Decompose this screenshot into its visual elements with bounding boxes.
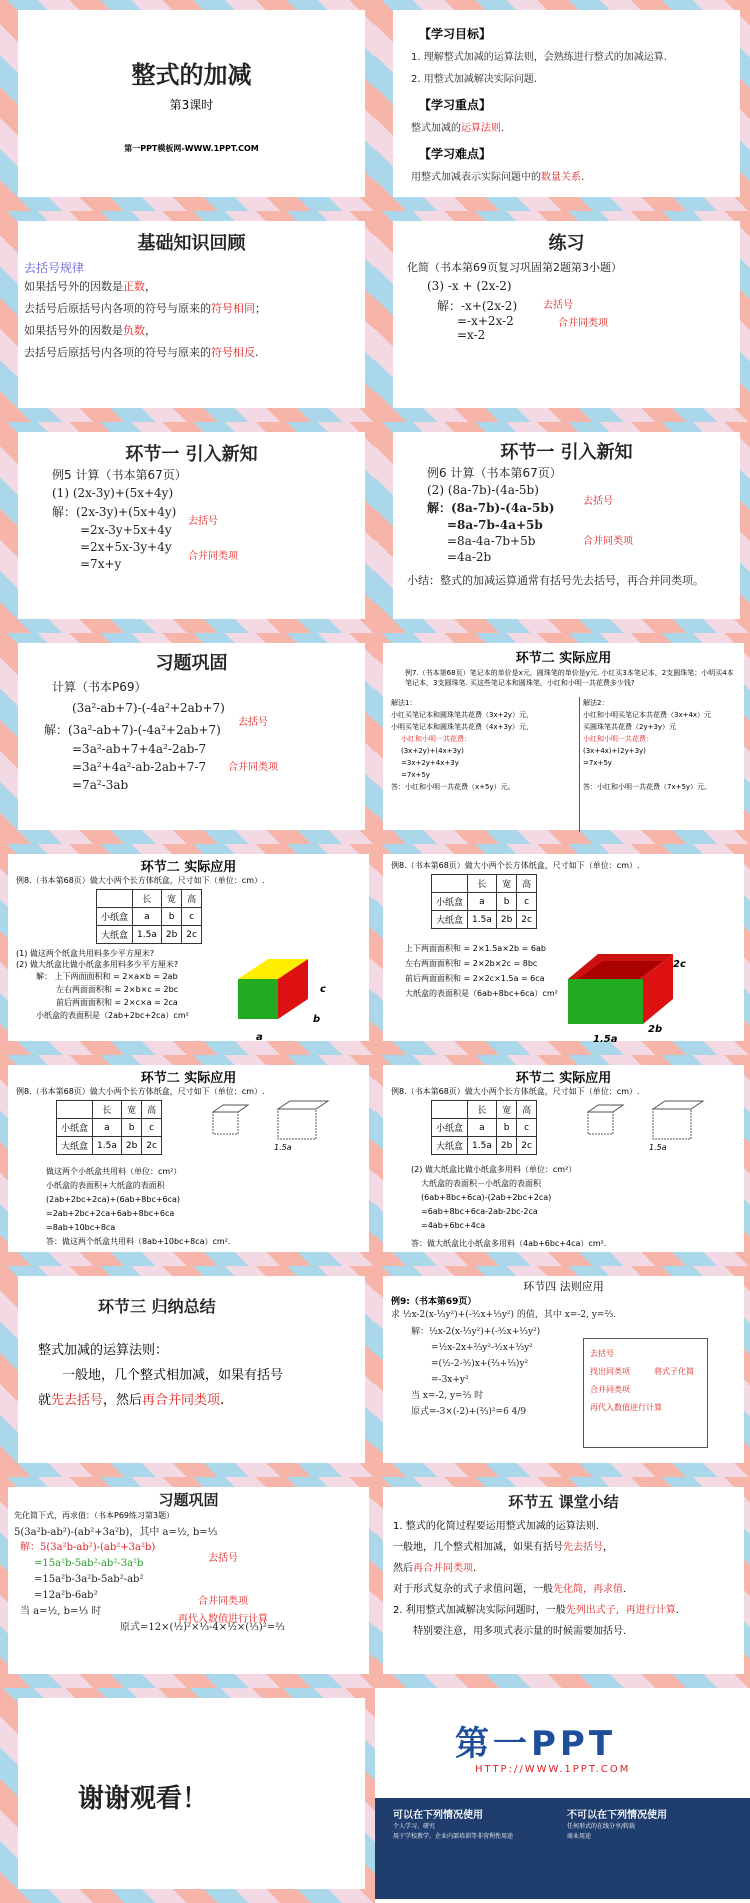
annotation-combine: 合并同类项 — [228, 762, 278, 773]
slide-card — [8, 854, 369, 1041]
summary — [393, 1516, 734, 1642]
expr-2: 解：-x+(2x-2) — [437, 299, 518, 313]
slide-2[interactable] — [375, 0, 750, 211]
annotation-remove-brackets: 去括号 — [208, 1553, 238, 1564]
solution-line: 大纸盒的表面积－小纸盒的表面积 — [421, 1179, 541, 1188]
annotation-remove-brackets: 去括号 — [543, 300, 573, 311]
table-cell: 大纸盒 — [432, 911, 468, 929]
table-header — [57, 1101, 93, 1119]
table-header: 宽 — [121, 1101, 141, 1119]
table-cell: b — [121, 1119, 141, 1137]
table-cell: 小纸盒 — [432, 1119, 468, 1137]
method-2-line: =7x+5y — [583, 759, 612, 767]
expr-3: =2x-3y+5x+4y — [80, 523, 172, 537]
slide-card — [383, 1065, 744, 1252]
method-2-line: 买圆珠笔共花费（2y+3y）元 — [583, 723, 677, 731]
annotation-remove-brackets: 去括号 — [188, 516, 218, 527]
solution-line: (6ab+8bc+6ca)-(2ab+2bc+2ca) — [421, 1193, 552, 1202]
slide-3[interactable] — [0, 211, 375, 422]
annotation-combine: 合并同类项 — [188, 551, 238, 562]
expr-3: =3a²-ab+7+4a²-2ab-7 — [72, 742, 207, 756]
table-header: 长 — [133, 890, 162, 908]
rule-3: 如果括号外的因数是负数， — [24, 324, 156, 337]
slide-8[interactable] — [375, 633, 750, 844]
method-1-line: 小红买笔记本和圆珠笔共花费（3x+2y）元， — [391, 711, 534, 719]
solution-line: 当 x=-2, y=⅔ 时 — [411, 1391, 484, 1401]
label-b: b — [313, 1014, 321, 1025]
solution-line: =2ab+2bc+2ca+6ab+8bc+6ca — [46, 1209, 175, 1218]
solution-line: 前后两面面积和 = 2×2c×1.5a = 6ca — [405, 974, 545, 983]
slide-title: 基础知识回顾 — [137, 233, 246, 254]
box-outlines — [583, 1097, 723, 1142]
table-cell: 2b — [496, 1137, 516, 1155]
slide-title: 环节二 实际应用 — [515, 651, 612, 666]
summary-line: 对于形式复杂的式子求值问题，一般先化简，再求值. — [393, 1584, 627, 1595]
box-outlines — [208, 1097, 348, 1142]
heading-goal: 【学习目标】 — [419, 27, 492, 41]
table-cell: b — [161, 908, 181, 926]
summary: 小结：整式的加减运算通常有括号先去括号，再合并同类项。 — [407, 574, 704, 587]
slide-16[interactable] — [375, 1477, 750, 1688]
slide-card — [18, 221, 365, 408]
table-cell: 2b — [121, 1137, 141, 1155]
summary-line: 2. 利用整式加减解决实际问题时，一般先列出式子，再进行计算. — [393, 1605, 679, 1616]
method-2-line: 小红和小明一共花费： — [583, 735, 653, 743]
rule-2: 去括号后原括号内各项的符号与原来的符号相同； — [24, 302, 266, 315]
step: 将式子化简 — [654, 1367, 694, 1376]
slide-title: 环节四 法则应用 — [523, 1280, 604, 1293]
slide-10[interactable] — [375, 844, 750, 1055]
solution-line: 左右两面面积和 = 2×2b×2c = 8bc — [405, 959, 538, 968]
goal-1: 1. 理解整式加减的运算法则，会熟练进行整式的加减运算. — [411, 52, 667, 63]
slide-9[interactable] — [0, 844, 375, 1055]
brand-url: HTTP://WWW.1PPT.COM — [475, 1764, 631, 1775]
table-header: 高 — [182, 890, 202, 908]
slide-11[interactable] — [0, 1055, 375, 1266]
forbidden-item: 任何形式的在线分享/转载 — [567, 1823, 636, 1830]
table-header: 长 — [468, 875, 497, 893]
allowed-item: 个人学习、研究 — [393, 1823, 436, 1830]
method-1-answer: 答：小红和小明一共花费（x+5y）元。 — [391, 783, 515, 791]
slide-15[interactable] — [0, 1477, 375, 1688]
table-cell: 2b — [161, 926, 181, 944]
slide-card — [18, 432, 365, 619]
table-cell: a — [133, 908, 162, 926]
slide-17[interactable] — [0, 1688, 375, 1903]
expr-2: 解：(8a-7b)-(4a-5b) — [427, 501, 555, 515]
info-panel — [375, 1798, 750, 1899]
table-header: 长 — [468, 1101, 497, 1119]
rule-1: 如果括号外的因数是正数， — [24, 280, 156, 293]
slide-card — [393, 221, 740, 408]
slide-card — [393, 10, 740, 197]
expr-4: =x-2 — [457, 328, 486, 342]
annotation-remove-brackets: 去括号 — [583, 496, 613, 507]
question-expr: 5(3a²b-ab²)-(ab²+3a²b)，其中 a=½, b=⅓ — [14, 1527, 218, 1538]
solution-line: =6ab+8bc+6ca-2ab-2bc-2ca — [421, 1207, 538, 1216]
summary-line: 一般地，几个整式相加减，如果有括号先去括号， — [393, 1542, 613, 1553]
forbidden-heading: 不可以在下列情况使用 — [567, 1810, 667, 1821]
slide-title: 环节二 实际应用 — [140, 860, 237, 875]
rule-4: 去括号后原括号内各项的符号与原来的符号相反. — [24, 346, 259, 359]
expr-4: =3a²+4a²-ab-2ab+7-7 — [72, 760, 207, 774]
expr-1: (3a²-ab+7)-(-4a²+2ab+7) — [72, 701, 225, 715]
expr-2: 解：(3a²-ab+7)-(-4a²+2ab+7) — [44, 723, 221, 737]
expr-4: =8a-4a-7b+5b — [447, 534, 536, 548]
dimension-table — [431, 1100, 537, 1155]
summary-line: 特别要注意，用多项式表示量的时候需要加括号. — [413, 1626, 627, 1637]
table-header — [432, 1101, 468, 1119]
slide-title: 环节一 引入新知 — [125, 444, 258, 465]
forbidden-item: 商业用途 — [567, 1833, 592, 1840]
annotation-combine: 合并同类项 — [583, 536, 633, 547]
slide-title: 环节三 归纳总结 — [98, 1297, 216, 1316]
slide-7[interactable] — [0, 633, 375, 844]
slide-card — [383, 643, 744, 830]
solution-line: 大纸盒的表面积是（6ab+8bc+6ca）cm² — [405, 989, 558, 998]
solution-line: 当 a=½, b=⅓ 时 — [20, 1606, 102, 1617]
table-cell: 大纸盒 — [97, 926, 133, 944]
table-header: 宽 — [161, 890, 181, 908]
solution-line: 解：½x-2(x-⅓y²)+(-³⁄₂x+⅓y²) — [411, 1327, 541, 1337]
method-1-line: =3x+2y+4x+3y — [401, 759, 459, 767]
subtitle: 去括号规律 — [24, 261, 85, 275]
label-c: c — [320, 984, 326, 995]
solution-line: =8ab+10bc+8ca — [46, 1223, 116, 1232]
slide-card — [383, 1276, 744, 1463]
slide-14[interactable] — [375, 1266, 750, 1477]
step: 去括号 — [590, 1349, 614, 1358]
table-header: 高 — [517, 1101, 537, 1119]
slide-subtitle: 第3课时 — [169, 98, 214, 112]
method-2-line: 小红和小明买笔记本共花费（3x+4x）元 — [583, 711, 712, 719]
table-cell: 1.5a — [468, 1137, 497, 1155]
slide-title: 环节二 实际应用 — [140, 1071, 237, 1086]
question: 例5 计算（书本第67页） — [52, 468, 187, 482]
table-header: 高 — [517, 875, 537, 893]
slide-5[interactable] — [0, 422, 375, 633]
table-cell: 2c — [142, 1137, 162, 1155]
table-cell: 大纸盒 — [432, 1137, 468, 1155]
dimension-table — [96, 889, 202, 944]
solution-line: 做这两个小纸盒共用料（单位：cm²） — [46, 1167, 182, 1176]
expr-3: =-x+2x-2 — [457, 314, 514, 328]
solution-line: 原式=12×(½)²×⅓-4×½×(⅓)²=⅔ — [120, 1622, 285, 1633]
solution-line: 前后两面面积和 = 2×c×a = 2ca — [56, 998, 178, 1007]
thanks: 谢谢观看！ — [78, 1784, 209, 1814]
slide-1[interactable] — [0, 0, 375, 211]
slide-card — [8, 1487, 369, 1674]
slide-6[interactable] — [375, 422, 750, 633]
slide-card — [18, 1276, 365, 1463]
slide-title: 环节五 课堂小结 — [508, 1493, 619, 1511]
method-2 — [583, 697, 743, 793]
table-cell: c — [182, 908, 202, 926]
table-cell: c — [517, 893, 537, 911]
table-cell: b — [496, 893, 516, 911]
allowed-list — [393, 1822, 553, 1842]
table-cell: a — [468, 893, 497, 911]
brand-logo: 第一PPT — [455, 1724, 617, 1764]
table-cell: 1.5a — [93, 1137, 122, 1155]
label-1-5a: 1.5a — [593, 1034, 618, 1045]
difficulty: 用整式加减表示实际问题中的数量关系. — [411, 172, 585, 183]
solution-line: =(½-2-³⁄₂)x+(⅔+⅓)y² — [431, 1359, 529, 1369]
heading-difficulty: 【学习难点】 — [419, 147, 492, 161]
slide-title: 环节二 实际应用 — [515, 1071, 612, 1086]
table-header: 宽 — [496, 1101, 516, 1119]
label-1-5a: 1.5a — [649, 1143, 667, 1152]
solution-line: 小纸盒的表面积是（2ab+2bc+2ca）cm² — [36, 1011, 189, 1020]
method-2-answer: 答：小红和小明一共花费（7x+5y）元。 — [583, 783, 712, 791]
question-expr: 求 ½x-2(x-⅓y²)+(-³⁄₂x+⅓y²) 的值，其中 x=-2, y=⅔. — [391, 1310, 617, 1320]
table-cell: 小纸盒 — [432, 893, 468, 911]
method-1-line: (3x+2y)+(4x+3y) — [401, 747, 464, 755]
label-2c: 2c — [673, 959, 686, 970]
annotation-combine: 合并同类项 — [198, 1596, 248, 1607]
table-cell: 2c — [517, 1137, 537, 1155]
heading-key: 【学习重点】 — [419, 98, 492, 112]
part-2: (2) 做大纸盒比做小纸盒多用料多少平方厘米? — [16, 960, 179, 969]
slide-footer: 第一PPT模板网-WWW.1PPT.COM — [124, 144, 259, 153]
slide-card — [393, 432, 740, 619]
allowed-item: 用于学校教学、企业内部培训等非营利性用途 — [393, 1833, 514, 1840]
rule-text: 一般地，几个整式相加减，如果有括号 — [62, 1368, 284, 1383]
solution-line: 上下两面面积和 = 2×1.5a×2b = 6ab — [405, 944, 546, 953]
expr-3: =8a-7b-4a+5b — [447, 518, 543, 532]
slide-title: 习题巩固 — [155, 653, 228, 674]
allowed-heading: 可以在下列情况使用 — [393, 1810, 483, 1821]
solution-line: =½x-2x+⅔y²-³⁄₂x+⅓y² — [431, 1343, 533, 1353]
summary-line: 然后再合并同类项. — [393, 1563, 477, 1574]
rule-text-2: 就先去括号，然后再合并同类项. — [38, 1393, 225, 1408]
table-cell: a — [468, 1119, 497, 1137]
slide-12[interactable] — [375, 1055, 750, 1266]
slide-title: 练习 — [548, 233, 585, 254]
table-cell: a — [93, 1119, 122, 1137]
method-1 — [391, 697, 581, 793]
step: 找出同类项 — [590, 1367, 630, 1376]
question: 例7.（书本第68页）笔记本的单价是x元，圆珠笔的单价是y元. 小红买3本笔记本，2支圆珠笔；小明买4本笔记本，3支圆珠笔. 买这些笔记本和圆珠笔，小红和小明一共花费多少钱? — [405, 669, 734, 687]
steps-box — [583, 1338, 708, 1448]
step: 再代入数值进行计算 — [590, 1403, 662, 1412]
large-box-figure — [563, 939, 683, 1034]
solution-line: 解： 上下两面面积和 = 2×a×b = 2ab — [36, 972, 178, 981]
table-cell: 2c — [517, 911, 537, 929]
expr-4: =2x+5x-3y+4y — [80, 540, 172, 554]
solution-line: =15a²b-5ab²-ab²-3a²b — [34, 1558, 144, 1569]
annotation-combine: 合并同类项 — [558, 318, 608, 329]
expr-1: (3) -x + (2x-2) — [427, 279, 512, 293]
question: 化简（书本第69页复习巩固第2题第3小题） — [407, 261, 622, 274]
slide-4[interactable] — [375, 211, 750, 422]
method-1-label: 解法1： — [391, 699, 417, 707]
question: 例8.（书本第68页）做大小两个长方体纸盒，尺寸如下（单位：cm）. — [391, 1087, 640, 1096]
table-cell: b — [496, 1119, 516, 1137]
question: 例9:（书本第69页） — [391, 1297, 477, 1307]
expr-2: 解：(2x-3y)+(5x+4y) — [52, 505, 177, 519]
forbidden-list — [567, 1822, 737, 1842]
table-header: 长 — [93, 1101, 122, 1119]
expr-1: (1) (2x-3y)+(5x+4y) — [52, 486, 174, 500]
table-cell: 小纸盒 — [57, 1119, 93, 1137]
question: 计算（书本P69） — [52, 680, 147, 694]
annotation-substitute: 再代入数值进行计算 — [178, 1614, 268, 1625]
solution-answer: 答：做大纸盒比小纸盒多用料（4ab+6bc+4ca）cm². — [411, 1239, 607, 1248]
table-cell: 1.5a — [133, 926, 162, 944]
question: 例8.（书本第68页）做大小两个长方体纸盒，尺寸如下（单位：cm）. — [16, 1087, 265, 1096]
question: 先化简下式，再求值：（书本P69练习第3题） — [14, 1511, 175, 1520]
solution-line: (2ab+2bc+2ca)+(6ab+8bc+6ca) — [46, 1195, 181, 1204]
table-cell: 2b — [496, 911, 516, 929]
table-cell: c — [517, 1119, 537, 1137]
part-1: (1) 做这两个纸盒共用料多少平方厘米? — [16, 949, 155, 958]
table-header — [97, 890, 133, 908]
table-cell: 大纸盒 — [57, 1137, 93, 1155]
dimension-table — [431, 874, 537, 929]
method-2-label: 解法2： — [583, 699, 609, 707]
expr-1: (2) (8a-7b)-(4a-5b) — [427, 483, 539, 497]
solution — [46, 1165, 361, 1249]
summary-line: 1. 整式的化简过程要运用整式加减的运算法则. — [393, 1521, 599, 1532]
method-1-line: 小明买笔记本和圆珠笔共花费（4x+3y）元， — [391, 723, 534, 731]
slide-card — [8, 1065, 369, 1252]
slide-18[interactable] — [375, 1688, 750, 1903]
question: 例8.（书本第68页）做大小两个长方体纸盒，尺寸如下（单位：cm）. — [16, 876, 265, 885]
slide-card — [18, 1698, 365, 1889]
slide-title: 习题巩固 — [158, 1491, 219, 1509]
table-cell: 小纸盒 — [97, 908, 133, 926]
table-header: 高 — [142, 1101, 162, 1119]
slide-card — [383, 1487, 744, 1674]
table-header — [432, 875, 468, 893]
table-header: 宽 — [496, 875, 516, 893]
solution-answer: 答：做这两个纸盒共用料（8ab+10bc+8ca）cm². — [46, 1237, 231, 1246]
label-2b: 2b — [648, 1024, 663, 1035]
key-point: 整式加减的运算法则. — [411, 123, 505, 134]
goal-2: 2. 用整式加减解决实际问题. — [411, 74, 537, 85]
rule-heading: 整式加减的运算法则： — [38, 1343, 169, 1358]
divider — [579, 697, 580, 832]
slide-card — [18, 10, 365, 197]
expr-5: =4a-2b — [447, 550, 492, 564]
expr-5: =7a²-3ab — [72, 778, 129, 792]
solution-line: 左右两面面积和 = 2×b×c = 2bc — [56, 985, 179, 994]
solution-line: =15a²b-3a²b-5ab²-ab² — [34, 1574, 144, 1585]
method-2-line: (3x+4x)+(2y+3y) — [583, 747, 646, 755]
solution-line: 原式=-3×(-2)+(⅔)²=6 4/9 — [411, 1407, 527, 1417]
slide-title: 环节一 引入新知 — [500, 442, 633, 463]
solution-line: (2) 做大纸盒比做小纸盒多用料（单位：cm²） — [411, 1165, 577, 1174]
table-cell: 1.5a — [468, 911, 497, 929]
question: 例6 计算（书本第67页） — [427, 466, 562, 480]
label-a: a — [256, 1032, 263, 1043]
table-cell: 2c — [182, 926, 202, 944]
solution-line: 小纸盒的表面积+大纸盒的表面积 — [46, 1181, 165, 1190]
slide-13[interactable] — [0, 1266, 375, 1477]
expr-5: =7x+y — [80, 557, 122, 571]
step: 合并同类项 — [590, 1385, 630, 1394]
question: 例8.（书本第68页）做大小两个长方体纸盒，尺寸如下（单位：cm）. — [391, 861, 640, 870]
table-cell: c — [142, 1119, 162, 1137]
slide-title: 整式的加减 — [131, 61, 252, 89]
solution — [411, 1163, 736, 1251]
label-1-5a: 1.5a — [274, 1143, 292, 1152]
solution-line: =12a²b-6ab² — [34, 1590, 98, 1601]
slide-card — [18, 643, 365, 830]
solution-line: 解：5(3a²b-ab²)-(ab²+3a²b) — [20, 1542, 156, 1553]
solution-line: =4ab+6bc+4ca — [421, 1221, 486, 1230]
slide-card — [383, 854, 744, 1045]
dimension-table — [56, 1100, 162, 1155]
method-1-line: =7x+5y — [401, 771, 430, 779]
annotation-remove-brackets: 去括号 — [238, 717, 268, 728]
solution-line: =-3x+y² — [431, 1375, 469, 1385]
method-1-line: 小红和小明一共花费： — [401, 735, 471, 743]
